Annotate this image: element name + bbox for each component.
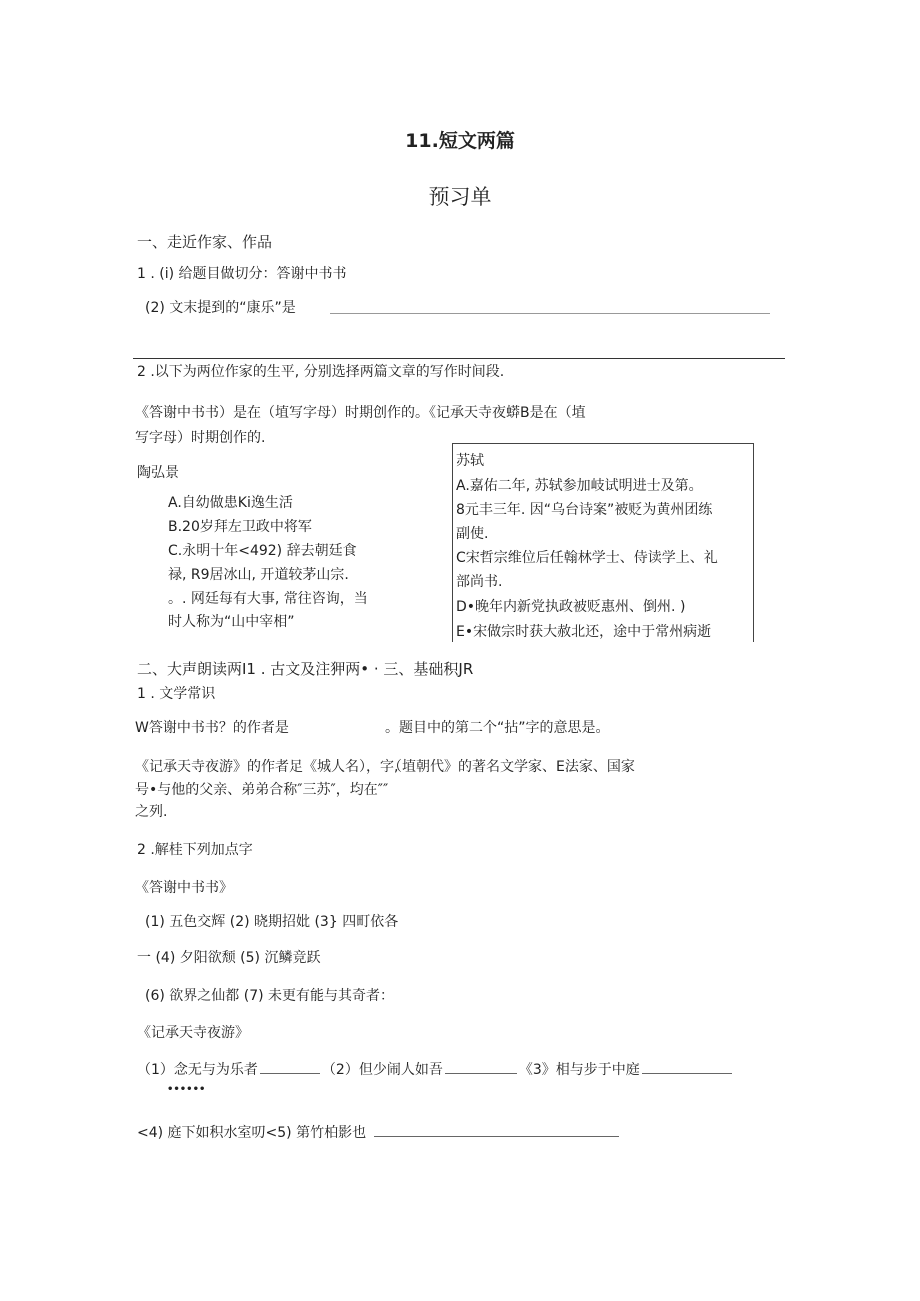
book1-title: 《答谢中书书》: [135, 880, 233, 896]
s2-q1-a: W答谢中书书？的作者是: [135, 720, 289, 736]
answer-blank[interactable]: [374, 1124, 619, 1137]
tao-item: C.永明十年<492) 辞去朝廷食: [168, 543, 357, 559]
q2-line2: 写字母）时期创作的.: [135, 430, 266, 446]
answer-blank[interactable]: [445, 1061, 517, 1074]
s2-q1: 1 . 文学常识: [137, 686, 216, 702]
tao-item: 。. 网廷每有大事, 常往咨询，当: [168, 591, 368, 607]
tao-item: 时人称为“山中宰相”: [168, 614, 295, 630]
b2-item-1: （1）念无与为乐者: [137, 1062, 258, 1078]
answer-line[interactable]: [330, 313, 770, 314]
s2-q1-d: （埴朝代》的著名文学家、E法家、国家: [388, 759, 635, 775]
b2-item-4-5: <4) 庭下如积水室叨<5) 第竹柏影也: [137, 1125, 367, 1141]
q2-line1: 《答谢中书书）是在（埴写字母）时期创作的。《记承天寺夜蟒B是在（埴: [135, 405, 586, 421]
book2-line1: [137, 1061, 734, 1079]
divider: [133, 358, 785, 359]
su-item: C宋哲宗维位后任翰林学士、侍读学上、礼: [456, 550, 718, 566]
q1-1: 1 . (i) 给题目做切分：答谢中书书: [137, 266, 347, 282]
section-2-heading: 二、大声朗读两I1 . 古文及注狎两• · 三、基础积JR: [137, 660, 474, 678]
su-item: A.嘉佑二年, 苏轼参加岐试明进士及第。: [456, 478, 703, 494]
s2-q1-c: 《记承天寺夜游》的作者足《城人名），字,: [135, 759, 399, 775]
su-item: 副使.: [456, 526, 489, 542]
s2-q1-b: 。题目中的第二个“拈”字的意思是。: [385, 720, 610, 736]
book1-line3: (6) 欲界之仙都 (7) 未更有能与其奇者：: [145, 988, 395, 1004]
q1-2: (2) 文末提到的“康乐”是: [145, 300, 296, 316]
b2-item-2: （2）但少闹人如吾: [321, 1062, 443, 1078]
section-1-heading: 一、走近作家、作品: [137, 233, 273, 251]
tao-name: 陶弘景: [137, 465, 179, 481]
doc-subtitle: 预习单: [428, 185, 492, 209]
doc-title: 11.短文两篇: [405, 130, 515, 152]
answer-blank[interactable]: [642, 1061, 732, 1074]
book2-title: 《记承天寺夜游》: [137, 1025, 249, 1041]
tao-item: 禄, R9居冰山, 开道较茅山宗.: [168, 567, 349, 583]
b2-item-3: 《3》相与步于中庭: [518, 1062, 640, 1078]
su-item: D•晚年内新党执政被贬惠州、倒州. ): [456, 599, 686, 615]
tao-item: A.自幼做患Ki逸生活: [168, 495, 293, 511]
book2-line2: [137, 1124, 621, 1142]
book1-line1: (1) 五色交辉 (2) 晓期招妣 (3} 四町依各: [145, 914, 399, 930]
s2-q2: 2 .解桂下列加点字: [137, 842, 253, 858]
tao-item: B.20岁拜左卫政中将军: [168, 519, 312, 535]
su-item: 部尚书.: [456, 574, 503, 590]
su-shi-box: [452, 443, 754, 642]
su-name: 苏轼: [456, 453, 484, 469]
su-item: E•宋做宗时获大赦北还，途中于常州病逝: [456, 624, 712, 640]
su-item: 8元丰三年. 因“乌台诗案”被贬为黄州团练: [456, 502, 713, 518]
q2: 2 .以下为两位作家的生平, 分别选择两篇文章的写作时间段.: [137, 364, 505, 380]
s2-q1-e: 号•与他的父亲、弟弟合称″三苏″，均在″″: [135, 782, 389, 798]
s2-q1-f: 之列.: [135, 804, 168, 820]
book1-line2: 一 (4) 夕阳欲颓 (5) 沉鳞竞跃: [137, 950, 321, 966]
emphasis-dots: ••••••: [167, 1084, 206, 1095]
answer-blank[interactable]: [260, 1061, 320, 1074]
